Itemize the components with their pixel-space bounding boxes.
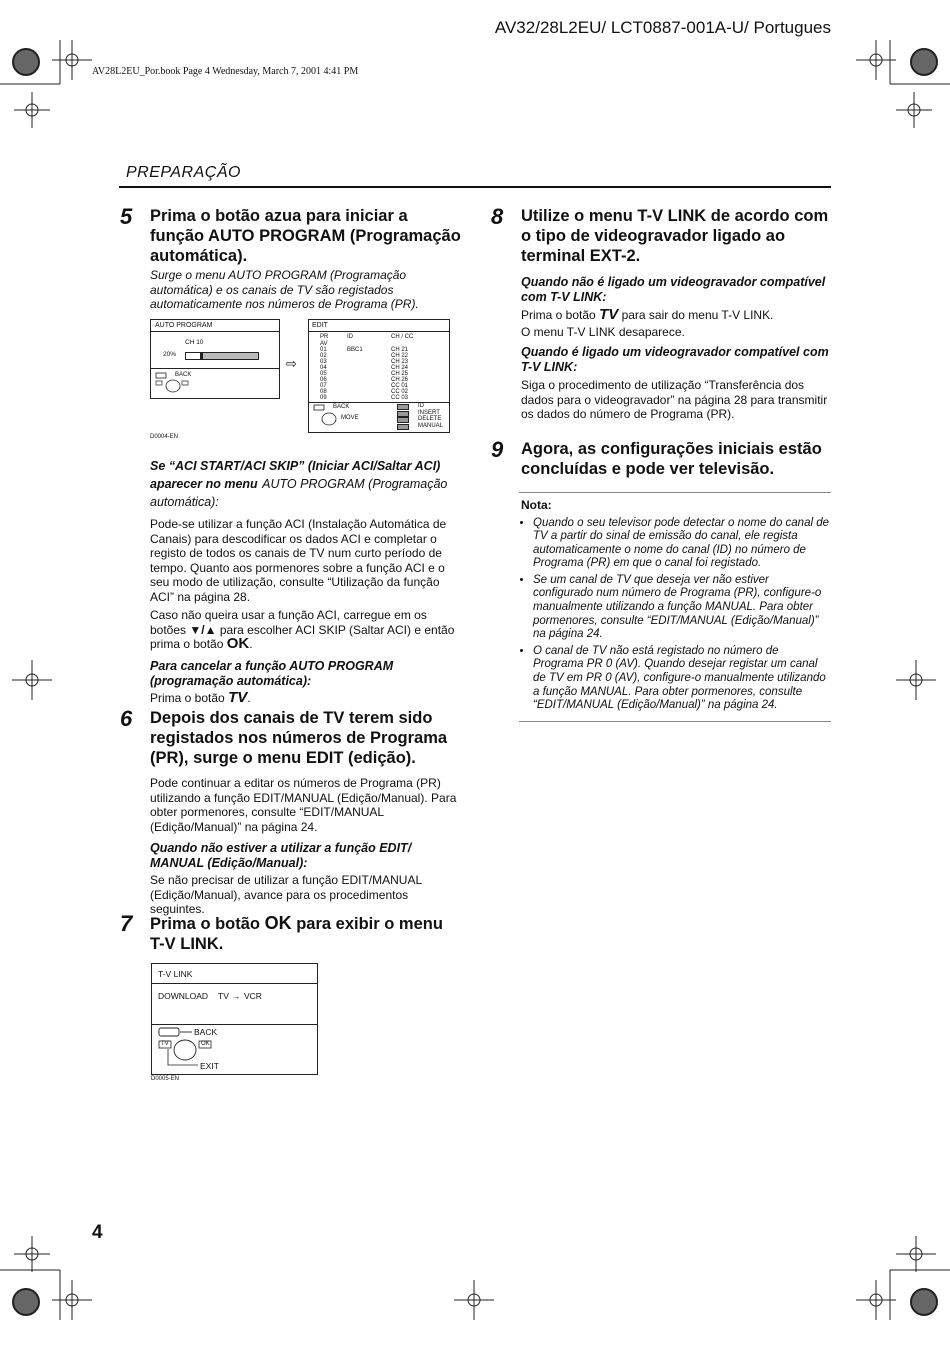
aci-section [150,457,461,705]
figure-code: D0005-EN [151,1076,180,1082]
channel-row-pr: 02 [320,353,327,359]
step-8 [491,204,831,422]
ok-button-glyph: OK [264,913,292,933]
channel-row-pr: 05 [320,371,327,377]
aci-skip-paragraph: Caso não queira usar a função ACI, carregue em os botões ▼/▲ para escolher ACI SKIP (Saltar ACI) e então prima o botão OK. [150,608,455,652]
channel-label: CH 10 [185,339,204,346]
channel-row-ch: CH 26 [391,377,409,383]
left-column [120,204,461,312]
step-number: 5 [120,204,133,229]
edit-menu [308,319,450,433]
legend-label: MANUAL [418,422,444,429]
step-subheading: Quando é ligado um videogravador compatível com T-V LINK: [521,345,829,374]
legend-swatch [397,424,409,430]
tv-button-glyph: TV [599,306,619,323]
step-9 [491,437,831,479]
document-id: AV32/28L2EU/ LCT0887-001A-U/ Portugues [494,18,831,37]
step-heading: Utilize o menu T-V LINK de acordo com o tipo de videogravador ligado ao terminal EXT-2. [521,207,829,265]
column-header-id: ID [347,334,353,340]
legend-swatch [397,417,409,423]
step-heading: Prima o botão azua para iniciar a função AUTO PROGRAM (Programação automática). [150,207,461,265]
aci-heading: Se “ACI START/ACI SKIP” (Iniciar ACI/Saltar ACI) aparecer no menu [150,459,441,491]
step-paragraph: Pode continuar a editar os números de Programa (PR) utilizando a função EDIT/MANUAL (Edição/Manual). Para obter pormenores, consulte “EDIT/MANUAL (Edição/Manual)” na página 24. [150,776,457,834]
channel-row-pr: 01 [320,347,327,353]
arrow-right-icon: ⇨ [286,356,297,371]
channel-row-pr: 07 [320,383,327,389]
step-number: 8 [491,204,504,229]
step-paragraph: Siga o procedimento de utilização “Transferência dos dados para o videogravador” na página 28 para transmitir os dados do número de Programa (PR). [521,378,828,421]
cancel-heading: Para cancelar a função AUTO PROGRAM (programação automática): [150,658,394,688]
channel-row-ch: CC 03 [391,395,409,401]
progress-bar [185,352,259,360]
step-intro: Surge o menu AUTO PROGRAM (Programação automática) e os canais de TV são registados automaticamente nos números de Programa (PR). [150,268,419,311]
back-label: BACK [194,1027,218,1037]
channel-row-pr: 06 [320,377,327,383]
channel-row-ch: CH 25 [391,371,409,377]
tv-label: TV [218,991,229,1001]
arrow-up-down-icon: ▼/▲ [189,622,217,637]
channel-row-pr: 08 [320,389,327,395]
step-paragraph: Se não precisar de utilizar a função EDIT/MANUAL (Edição/Manual), avance para os procedimentos seguintes. [150,873,422,916]
step-number: 7 [120,911,133,936]
exit-label: EXIT [200,1061,219,1071]
list-item: • Se um canal de TV que deseja ver não estiver configurado num número de Programa (PR), configure-o manualmente utilizando a função MANUAL. Para obter pormenores, consulte “EDIT/MANUAL (Edição/Manual)” na página 24. [533,574,831,642]
step-subheading: Quando não estiver a utilizar a função EDIT/ MANUAL (Edição/Manual): [150,841,412,870]
percent-label: 20% [163,351,177,358]
list-item: • O canal de TV não está registado no número de Programa PR 0 (AV). Quando desejar registar um canal de TV em PR 0 (AV), configure-o manualmente utilizando a função MANUAL. Para obter pormenores, consulte “EDIT/MANUAL (Edição/Manual)” na página 24. [533,645,831,713]
legend-label: INSERT [418,409,440,416]
menu-title: T-V LINK [158,969,193,979]
step-paragraph: O menu T-V LINK desaparece. [521,324,685,339]
step-subheading: Quando não é ligado um videogravador compatível com T-V LINK: [521,275,826,304]
menu-title: EDIT [312,322,328,329]
column-header-pr: PR [320,334,329,340]
move-label: MOVE [341,415,359,421]
channel-row-ch: CH 24 [391,365,409,371]
channel-row-pr: 09 [320,395,327,401]
channel-row-ch: CC 02 [391,389,409,395]
step-5 [120,204,461,312]
aci-paragraph: Pode-se utilizar a função ACI (Instalação Automática de Canais) para descodificar os dados ACI e completar o registo de todos os canais de TV num curto período de tempo. Quanto aos pormenores sobre a função ACI e o seu modo de utilização, consulte “Utilização da função ACI” na página 28. [150,517,447,604]
vcr-label: VCR [244,991,262,1001]
channel-row-pr: 04 [320,365,327,371]
channel-row-ch: CC 01 [391,383,409,389]
note-box [519,492,831,722]
legend-label: ID [418,403,424,409]
figure-code: D0004-EN [150,434,179,440]
step-number: 9 [491,437,504,462]
tv-link-menu [151,963,318,1075]
aci-heading-tail: AUTO PROGRAM (Programação automática): [150,477,448,509]
note-title: Nota: [521,498,552,512]
note-list [519,517,831,713]
section-title: PREPARAÇÃO [126,164,241,181]
column-header-ch: CH / CC [391,334,414,340]
remote-pad-icon [155,372,191,394]
channel-row-pr: 03 [320,359,327,365]
legend-swatch [397,411,409,417]
cancel-text: Prima o botão TV. [150,688,251,706]
list-item: • Quando o seu televisor pode detectar o nome do canal de TV a partir do sinal de emissão do canal, ele regista automaticamente o nome do canal (ID) no número de Programa (PR) em que o canal foi registado. [533,517,831,571]
channel-row-pr: AV [320,341,328,347]
channel-row-ch: CH 22 [391,353,409,359]
menu-title: AUTO PROGRAM [155,322,213,329]
arrow-icon: → [232,991,241,1001]
page-number: 4 [92,1222,103,1243]
legend-swatch [397,404,409,410]
ok-button-glyph: OK [226,635,250,652]
tv-button-glyph: TV [228,688,248,706]
step-paragraph: Prima o botão TV para sair do menu T-V LINK. [521,306,774,323]
step-6 [120,706,461,917]
ok-button-label: OK [201,1041,210,1047]
channel-row-ch: CH 23 [391,359,409,365]
book-line: AV28L2EU_Por.book Page 4 Wednesday, March 7, 2001 4:41 PM [92,66,359,77]
step-heading: Prima o botão OK para exibir o menu T-V LINK. [150,913,443,953]
step-heading: Depois dos canais de TV terem sido registados nos números de Programa (PR), surge o menu EDIT (edição). [150,709,448,767]
step-heading: Agora, as configurações iniciais estão concluídas e pode ver televisão. [521,440,822,478]
step-number: 6 [120,706,133,731]
legend-label: DELETE [418,416,442,422]
channel-row-ch: CH 21 [391,347,409,353]
remote-pad-icon [158,1027,218,1071]
auto-program-menu [150,319,280,399]
back-label: BACK [333,404,350,410]
download-label: DOWNLOAD [158,991,209,1001]
step-7 [120,911,461,954]
back-label: BACK [175,372,192,378]
tv-button-label: TV [161,1041,169,1047]
channel-row-id: BBC1 [347,347,363,353]
